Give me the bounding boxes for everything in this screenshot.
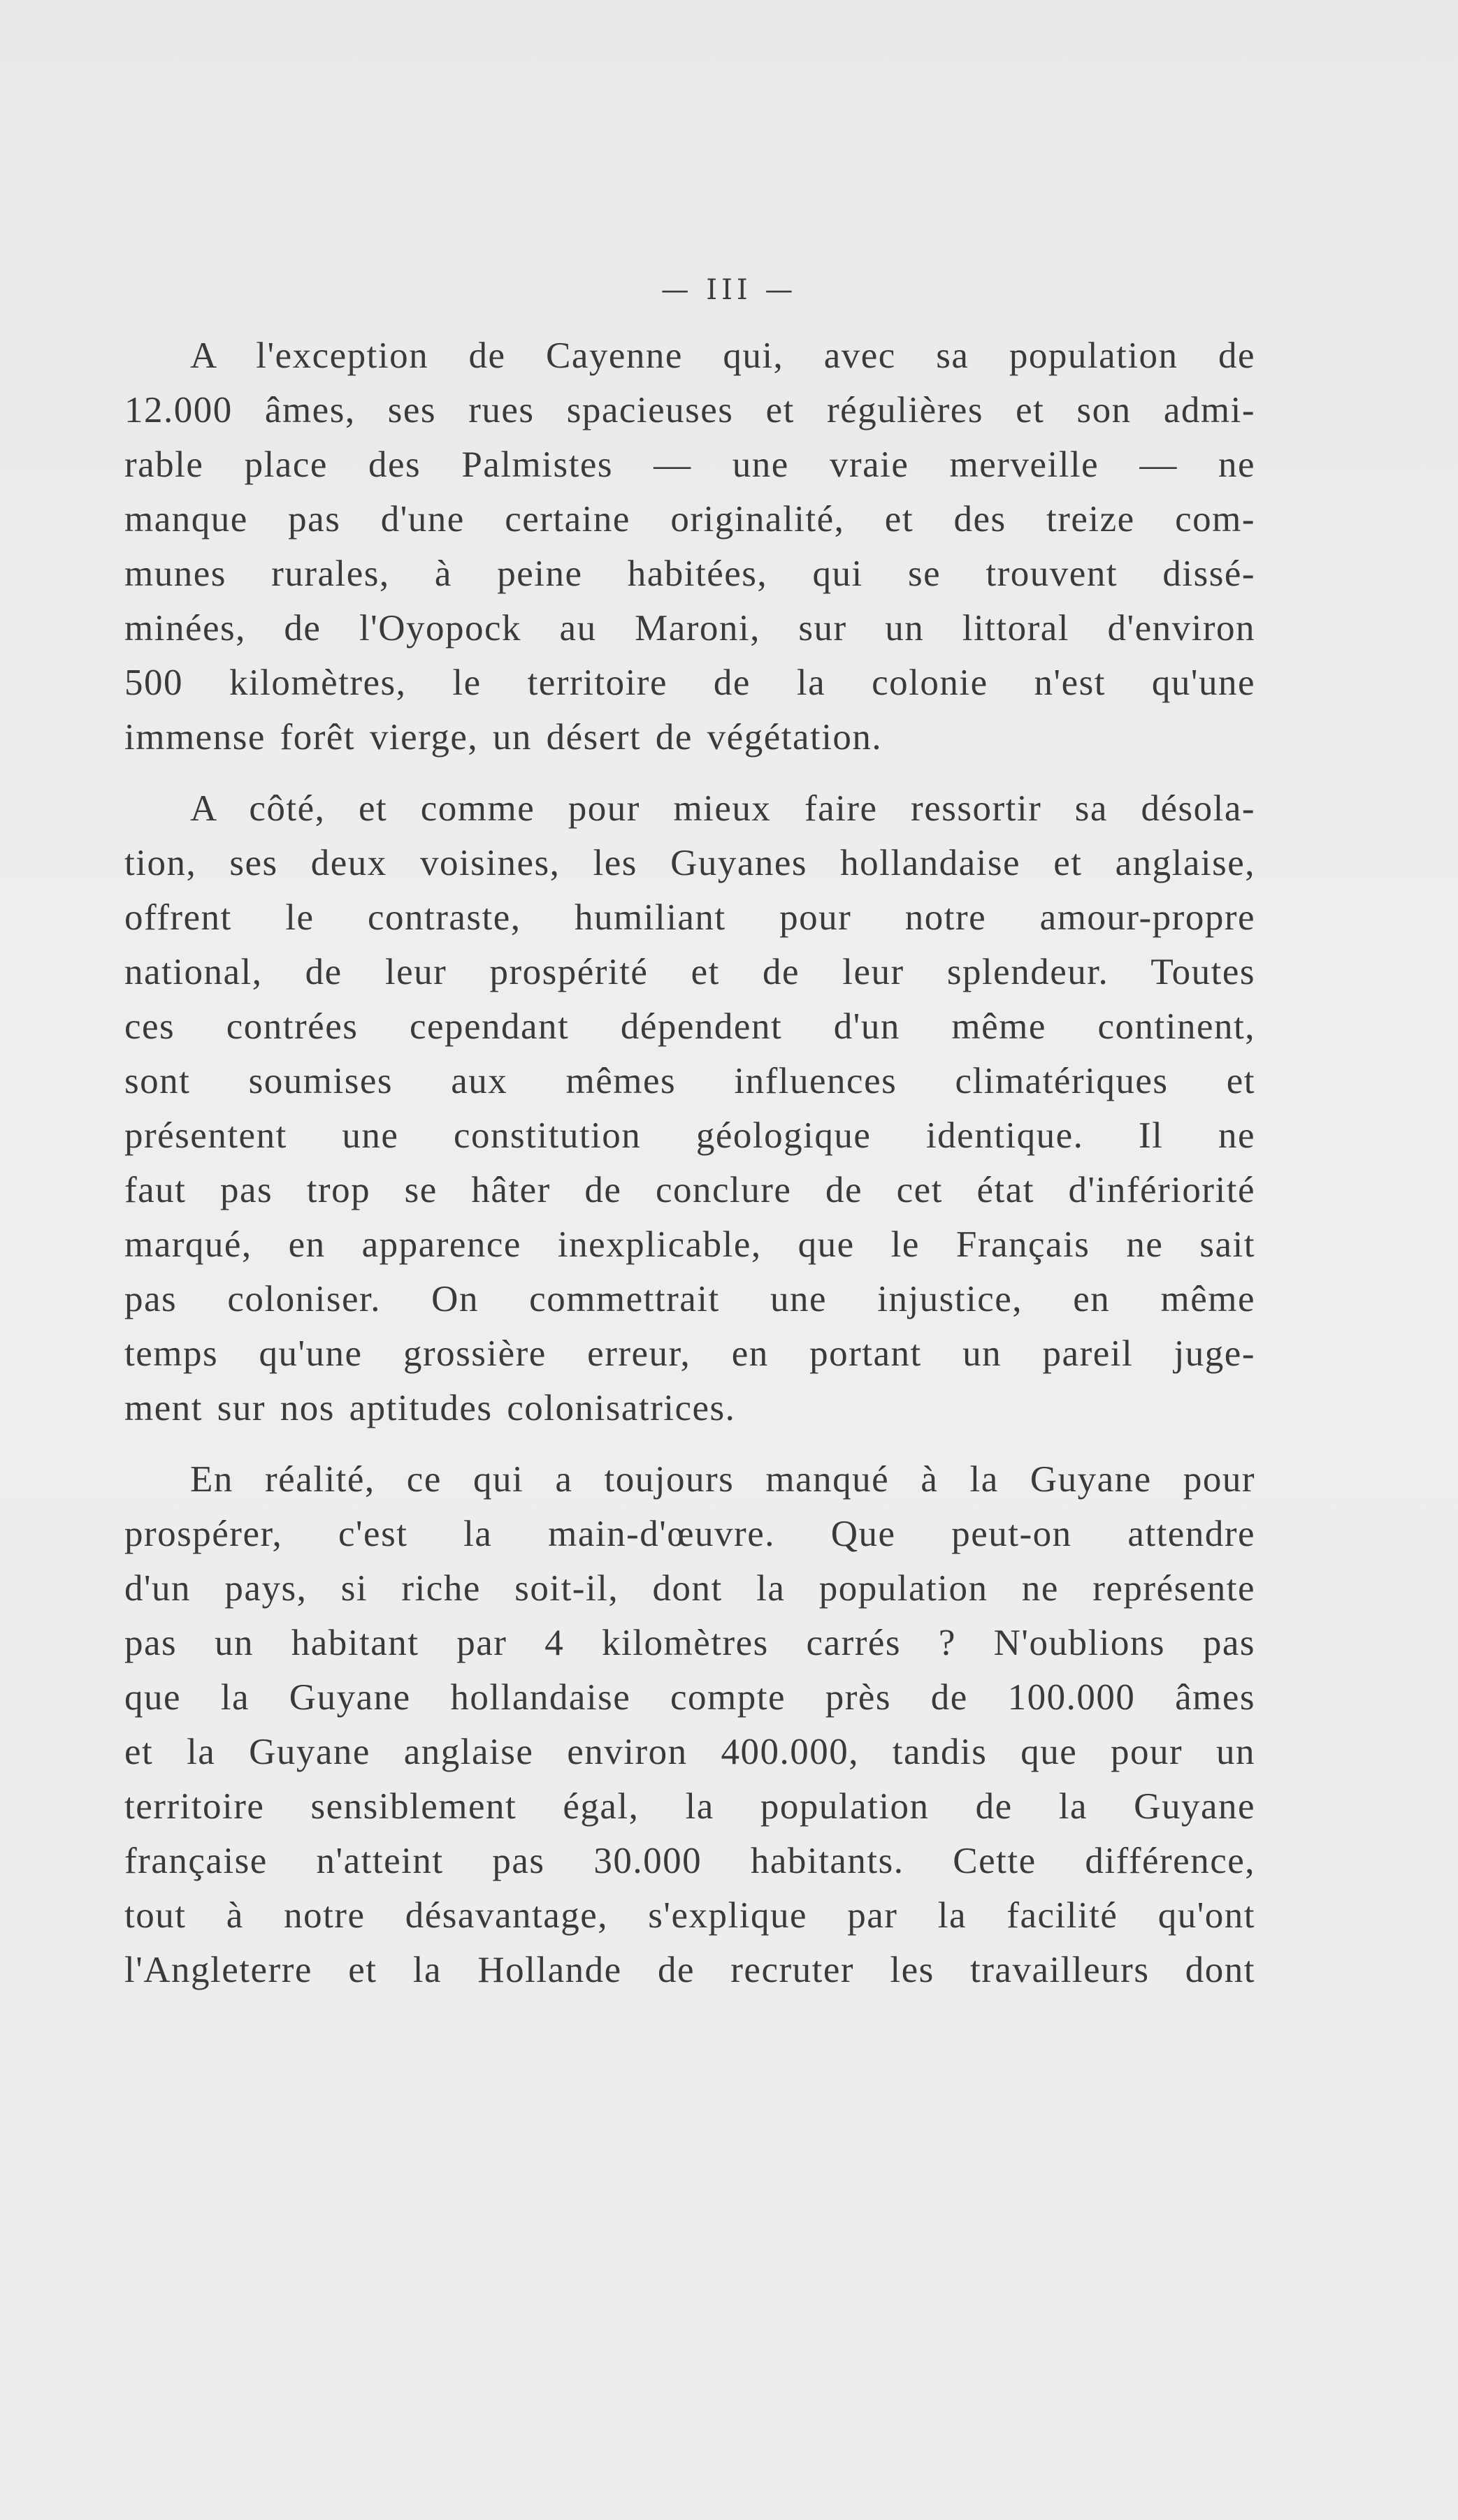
text-line: que la Guyane hollandaise compte près de 100.000 âmes — [124, 1677, 1255, 1718]
text-line: En réalité, ce qui a toujours manqué à la Guyane pour — [190, 1459, 1255, 1500]
text-line: française n'atteint pas 30.000 habitants. Cette différence, — [124, 1841, 1255, 1881]
text-line: national, de leur prospérité et de leur splendeur. Toutes — [124, 952, 1255, 992]
text-line: l'Angleterre et la Hollande de recruter les travailleurs dont — [124, 1950, 1255, 1990]
text-line: minées, de l'Oyopock au Maroni, sur un littoral d'environ — [124, 608, 1255, 649]
paragraph-1 — [124, 328, 1255, 765]
text-line: temps qu'une grossière erreur, en portant un pareil juge- — [124, 1333, 1255, 1374]
text-line: d'un pays, si riche soit-il, dont la population ne représente — [124, 1568, 1255, 1609]
text-line: 500 kilomètres, le territoire de la colonie n'est qu'une — [124, 662, 1255, 703]
text-line: offrent le contraste, humiliant pour notre amour-propre — [124, 897, 1255, 938]
paragraph-3 — [124, 1452, 1255, 1997]
text-line: tion, ses deux voisines, les Guyanes hollandaise et anglaise, — [124, 843, 1255, 883]
text-line: marqué, en apparence inexplicable, que le Français ne sait — [124, 1224, 1255, 1265]
text-line: sont soumises aux mêmes influences climatériques et — [124, 1061, 1255, 1101]
text-line: pas coloniser. On commettrait une injustice, en même — [124, 1279, 1255, 1319]
text-line: 12.000 âmes, ses rues spacieuses et régulières et son admi- — [124, 390, 1255, 430]
text-line: faut pas trop se hâter de conclure de cet état d'infériorité — [124, 1170, 1255, 1210]
text-line: A l'exception de Cayenne qui, avec sa population de — [190, 335, 1255, 376]
page-number: — III — — [661, 274, 797, 306]
text-line: tout à notre désavantage, s'explique par la facilité qu'ont — [124, 1895, 1255, 1936]
text-line: ces contrées cependant dépendent d'un même continent, — [124, 1006, 1255, 1047]
text-line: rable place des Palmistes — une vraie merveille — ne — [124, 444, 1255, 485]
text-line: présentent une constitution géologique identique. Il ne — [124, 1115, 1255, 1156]
text-line: immense forêt vierge, un désert de végétation. — [124, 717, 883, 758]
text-line: munes rurales, à peine habitées, qui se trouvent dissé- — [124, 553, 1255, 594]
body-text — [124, 328, 1255, 1997]
text-line: A côté, et comme pour mieux faire ressortir sa désola- — [190, 788, 1255, 829]
text-line: ment sur nos aptitudes colonisatrices. — [124, 1388, 736, 1428]
text-line: et la Guyane anglaise environ 400.000, tandis que pour un — [124, 1732, 1255, 1772]
text-line: pas un habitant par 4 kilomètres carrés ? N'oublions pas — [124, 1623, 1255, 1663]
paragraph-2 — [124, 781, 1255, 1435]
text-line: territoire sensiblement égal, la population de la Guyane — [124, 1786, 1255, 1827]
text-line: manque pas d'une certaine originalité, et des treize com- — [124, 499, 1255, 540]
text-line: prospérer, c'est la main-d'œuvre. Que peut-on attendre — [124, 1514, 1255, 1554]
